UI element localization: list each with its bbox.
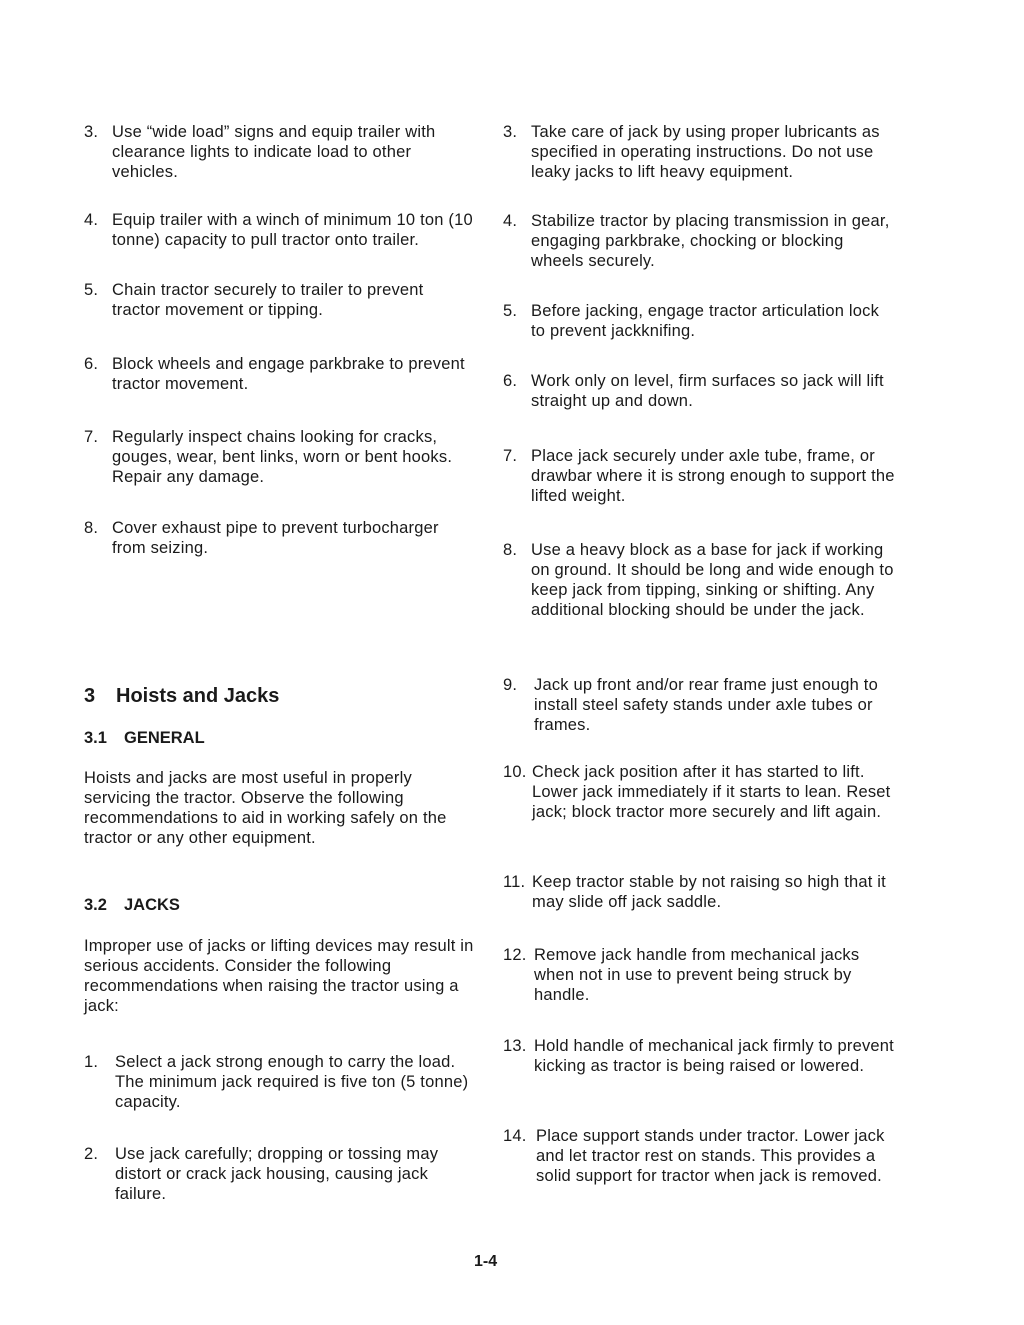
item-text: Remove jack handle from mechanical jacks when not in use to prevent being struck by handle. xyxy=(534,946,860,1004)
item-number: 5. xyxy=(84,281,99,299)
list-item xyxy=(503,122,895,182)
subsection-title: JACKS xyxy=(124,896,180,914)
list-item xyxy=(503,540,895,620)
item-text: Place jack securely under axle tube, frame, or drawbar where it is strong enough to support the lifted weight. xyxy=(531,447,895,505)
item-number: 7. xyxy=(503,447,518,465)
item-number: 4. xyxy=(84,211,99,229)
item-number: 8. xyxy=(503,541,518,559)
section-number: 3 xyxy=(84,685,96,707)
item-text: Equip trailer with a winch of minimum 10 ton (10 tonne) capacity to pull tractor onto trailer. xyxy=(112,211,473,249)
list-item xyxy=(503,675,895,735)
list-item xyxy=(84,280,476,320)
item-text: Use jack carefully; dropping or tossing may distort or crack jack housing, causing jack failure. xyxy=(115,1145,439,1203)
item-number: 11. xyxy=(503,873,526,891)
item-text: Before jacking, engage tractor articulation lock to prevent jackknifing. xyxy=(531,302,880,340)
item-number: 8. xyxy=(84,519,99,537)
item-text: Hold handle of mechanical jack firmly to prevent kicking as tractor is being raised or lowered. xyxy=(534,1037,894,1075)
list-item xyxy=(503,945,895,1005)
item-text: Work only on level, firm surfaces so jack will lift straight up and down. xyxy=(531,372,884,410)
item-number: 6. xyxy=(84,355,99,373)
list-item xyxy=(503,371,895,411)
item-number: 3. xyxy=(503,123,518,141)
list-item xyxy=(503,1126,895,1186)
item-text: Select a jack strong enough to carry the load. The minimum jack required is five ton (5 tonne) capacity. xyxy=(115,1053,469,1111)
item-text: Place support stands under tractor. Lower jack and let tractor rest on stands. This provides a solid support for tractor when jack is removed. xyxy=(536,1127,885,1185)
item-text: Take care of jack by using proper lubricants as specified in operating instructions. Do not use leaky jacks to lift heavy equipment. xyxy=(531,123,880,181)
item-number: 13. xyxy=(503,1037,527,1055)
list-item xyxy=(503,762,895,822)
item-number: 1. xyxy=(84,1053,99,1071)
item-text: Chain tractor securely to trailer to prevent tractor movement or tipping. xyxy=(112,281,424,319)
subsection-number: 3.2 xyxy=(84,896,107,914)
item-text: Block wheels and engage parkbrake to prevent tractor movement. xyxy=(112,355,465,393)
item-number: 3. xyxy=(84,123,99,141)
list-item xyxy=(84,354,476,394)
list-item xyxy=(503,1036,895,1076)
jacks-paragraph: Improper use of jacks or lifting devices may result in serious accidents. Consider the following recommendations when raising the tractor using a jack: xyxy=(84,937,474,1015)
item-text: Cover exhaust pipe to prevent turbocharger from seizing. xyxy=(112,519,439,557)
item-text: Use a heavy block as a base for jack if working on ground. It should be long and wide enough to keep jack from tipping, sinking or shifting. Any additional blocking should be under the jack. xyxy=(531,541,894,619)
subsection-heading-general xyxy=(84,729,205,748)
list-item xyxy=(84,518,476,558)
item-text: Check jack position after it has started to lift. Lower jack immediately if it starts to lean. Reset jack; block tractor more securely and lift again. xyxy=(532,763,891,821)
list-item xyxy=(503,301,895,341)
section-heading xyxy=(84,685,279,708)
item-text: Regularly inspect chains looking for cracks, gouges, wear, bent links, worn or bent hooks. Repair any damage. xyxy=(112,428,453,486)
item-text: Keep tractor stable by not raising so high that it may slide off jack saddle. xyxy=(532,873,886,911)
item-number: 4. xyxy=(503,212,518,230)
general-paragraph: Hoists and jacks are most useful in properly servicing the tractor. Observe the following recommendations to aid in working safely on the tractor or any other equipment. xyxy=(84,769,447,847)
item-number: 9. xyxy=(503,676,518,694)
subsection-heading-jacks xyxy=(84,896,180,915)
list-item xyxy=(84,210,476,250)
item-number: 12. xyxy=(503,946,527,964)
item-number: 7. xyxy=(84,428,99,446)
list-item xyxy=(84,122,476,182)
list-item xyxy=(503,211,895,271)
subsection-title: GENERAL xyxy=(124,729,205,747)
item-text: Stabilize tractor by placing transmission in gear, engaging parkbrake, chocking or blocking wheels securely. xyxy=(531,212,890,270)
item-text: Jack up front and/or rear frame just enough to install steel safety stands under axle tubes or frames. xyxy=(534,676,878,734)
item-number: 10. xyxy=(503,763,527,781)
list-item xyxy=(84,1052,476,1112)
item-number: 5. xyxy=(503,302,518,320)
list-item xyxy=(503,446,895,506)
item-number: 2. xyxy=(84,1145,99,1163)
subsection-number: 3.1 xyxy=(84,729,107,747)
item-number: 14. xyxy=(503,1127,527,1145)
section-title: Hoists and Jacks xyxy=(116,685,280,707)
list-item xyxy=(503,872,895,912)
list-item xyxy=(84,1144,476,1204)
list-item xyxy=(84,427,476,487)
page-number: 1-4 xyxy=(474,1253,498,1270)
item-number: 6. xyxy=(503,372,518,390)
item-text: Use “wide load” signs and equip trailer with clearance lights to indicate load to other vehicles. xyxy=(112,123,436,181)
